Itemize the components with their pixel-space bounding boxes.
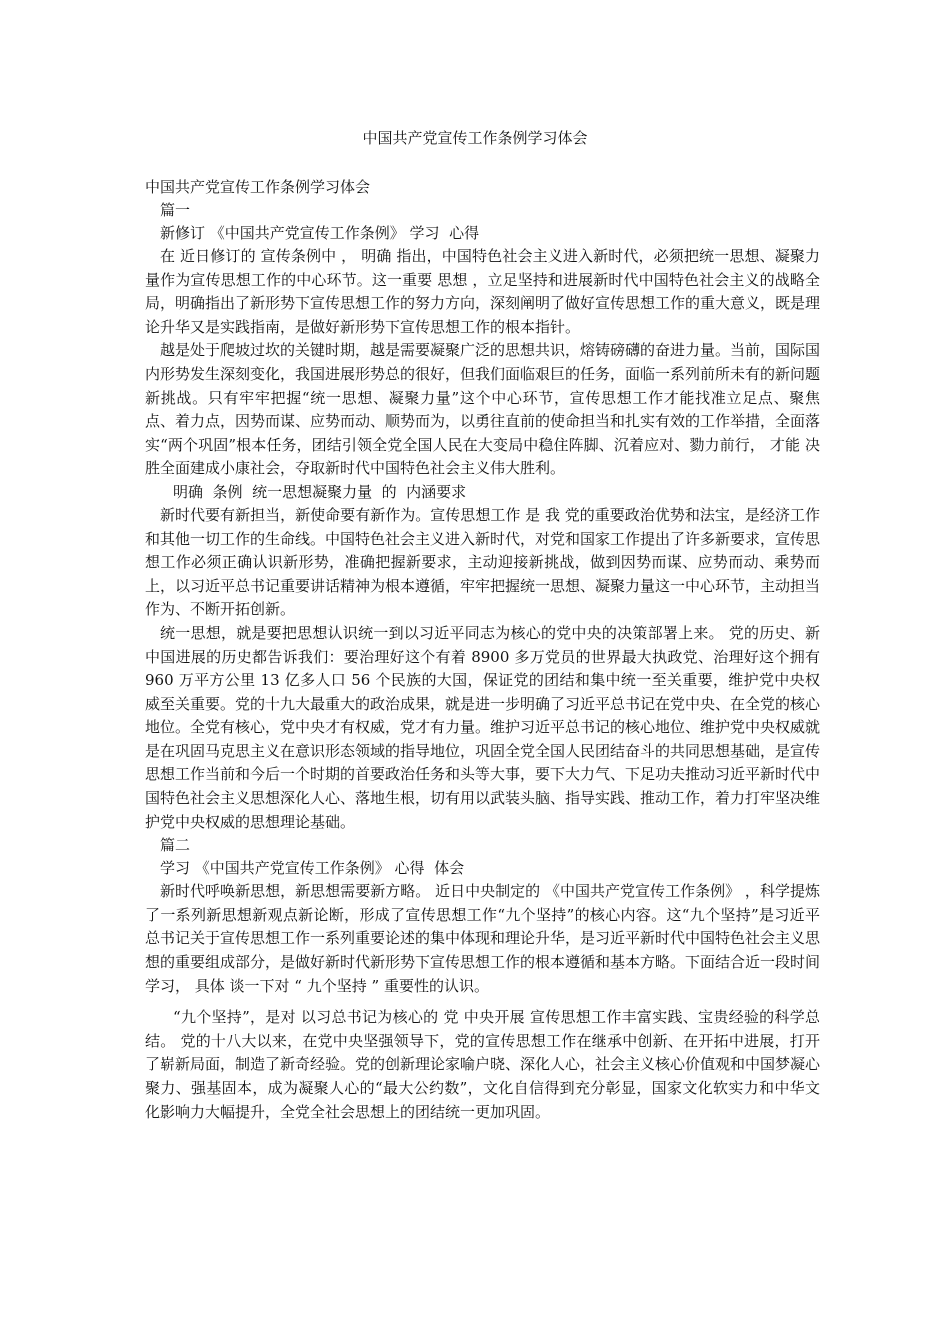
- part1-paragraph-3: 新时代要有新担当，新使命要有新作为。宣传思想工作 是 我 党的重要政治优势和法宝，是经济工作和其他一切工作的生命线。中国特色社会主义进入新时代，对党和国家工作提出了许多新要求，宣传思想工作必须正确认识新形势，准确把握新要求，主动迎接新挑战，做到因势而谋、应势而动、乘势而上，以习近平总书记重要讲话精神为根本遵循，牢牢把握统一思想、凝聚力量这一中心环节，主动担当作为、不断开拓创新。: [145, 505, 821, 619]
- part1-paragraph-2: 越是处于爬坡过坎的关键时期，越是需要凝聚广泛的思想共识，熔铸磅礴的奋进力量。当前，国际国内形势发生深刻变化，我国进展形势总的很好，但我们面临艰巨的任务，面临一系列前所未有的新问题新挑战。只有牢牢把握“统一思想、凝聚力量”这个中心环节，宣传思想工作才能找准立足点、聚焦点、着力点，因势而谋、应势而动、顺势而为，以勇往直前的使命担当和扎实有效的工作举措，全面落实“两个巩固”根本任务，团结引领全党全国人民在大变局中稳住阵脚、沉着应对、勠力前行， 才能 决胜全面建成小康社会，夺取新时代中国特色社会主义伟大胜利。: [145, 341, 821, 478]
- part1-paragraph-1: 在 近日修订的 宣传条例中 ， 明确 指出，中国特色社会主义进入新时代，必须把统一思想、凝聚力量作为宣传思想工作的中心环节。这一重要 思想 ，立足坚持和进展新时代中国特色社会主义的战略全局，明确指出了新形势下宣传思想工作的努力方向，深刻阐明了做好宣传思想工作的重大意义，既是理论升华又是实践指南，是做好新形势下宣传思想工作的根本指针。: [145, 247, 821, 336]
- part1-paragraph-4: 统一思想，就是要把思想认识统一到以习近平同志为核心的党中央的决策部署上来。 党的历史、新中国进展的历史都告诉我们：要治理好这个有着 8900 多万党员的世界最大执政党、治理好这个拥有 960 万平方公里 13 亿多人口 56 个民族的大国，保证党的团结和集中统一至关重要，维护党中央权威至关重要。党的十九大最重大的政治成果，就是进一步明确了习近平总书记在党中央、在全党的核心地位。全党有核心，党中央才有权威，党才有力量。维护习近平总书记的核心地位、维护党中央权威就是在巩固马克思主义在意识形态领域的指导地位，巩固全党全国人民团结奋斗的共同思想基础，是宣传思想工作当前和今后一个时期的首要政治任务和头等大事，要下大力气、下足功夫推动习近平新时代中国特色社会主义思想深化人心、落地生根，切有用以武装头脑、指导实践、推动工作，着力打牢坚决维护党中央权威的思想理论基础。: [145, 623, 821, 831]
- document-title: 中国共产党宣传工作条例学习体会: [362, 129, 588, 147]
- document-subtitle: 中国共产党宣传工作条例学习体会: [145, 178, 371, 196]
- part2-paragraph-1: 新时代呼唤新思想，新思想需要新方略。 近日中央制定的 《中国共产党宣传工作条例》 ，科学提炼了一系列新思想新观点新论断，形成了宣传思想工作“九个坚持”的核心内容。这“九个坚持”是习近平总书记关于宣传思想工作一系列重要论述的集中体现和理论升华，是习近平新时代中国特色社会主义思想的重要组成部分，是做好新时代新形势下宣传思想工作的根本遵循和基本方略。下面结合近一段时间学习， 具体 谈一下对 “ 九个坚持 ” 重要性的认识。: [145, 882, 821, 995]
- document-body: [145, 176, 820, 1124]
- part2-label: 篇二: [160, 836, 191, 855]
- part2-paragraph-2: “九个坚持”，是对 以习总书记为核心的 党 中央开展 宣传思想工作丰富实践、宝贵经验的科学总结。 党的十八大以来，在党中央坚强领导下，党的宣传思想工作在继承中创新、在开拓中进展，打开了崭新局面，制造了新奇经验。党的创新理论家喻户晓、深化人心，社会主义核心价值观和中国梦凝心聚力、强基固本，成为凝聚人心的“最大公约数”，文化自信得到充分彰显，国家文化软实力和中华文化影响力大幅提升，全党全社会思想上的团结统一更加巩固。: [145, 1008, 821, 1121]
- part1-label: 篇一: [160, 201, 191, 219]
- part2-heading: 学习 《中国共产党宣传工作条例》 心得 体会: [160, 859, 465, 878]
- part1-heading: 新修订 《中国共产党宣传工作条例》 学习 心得: [160, 224, 480, 242]
- part1-subheading: 明确 条例 统一思想凝聚力量 的 内涵要求: [173, 482, 467, 501]
